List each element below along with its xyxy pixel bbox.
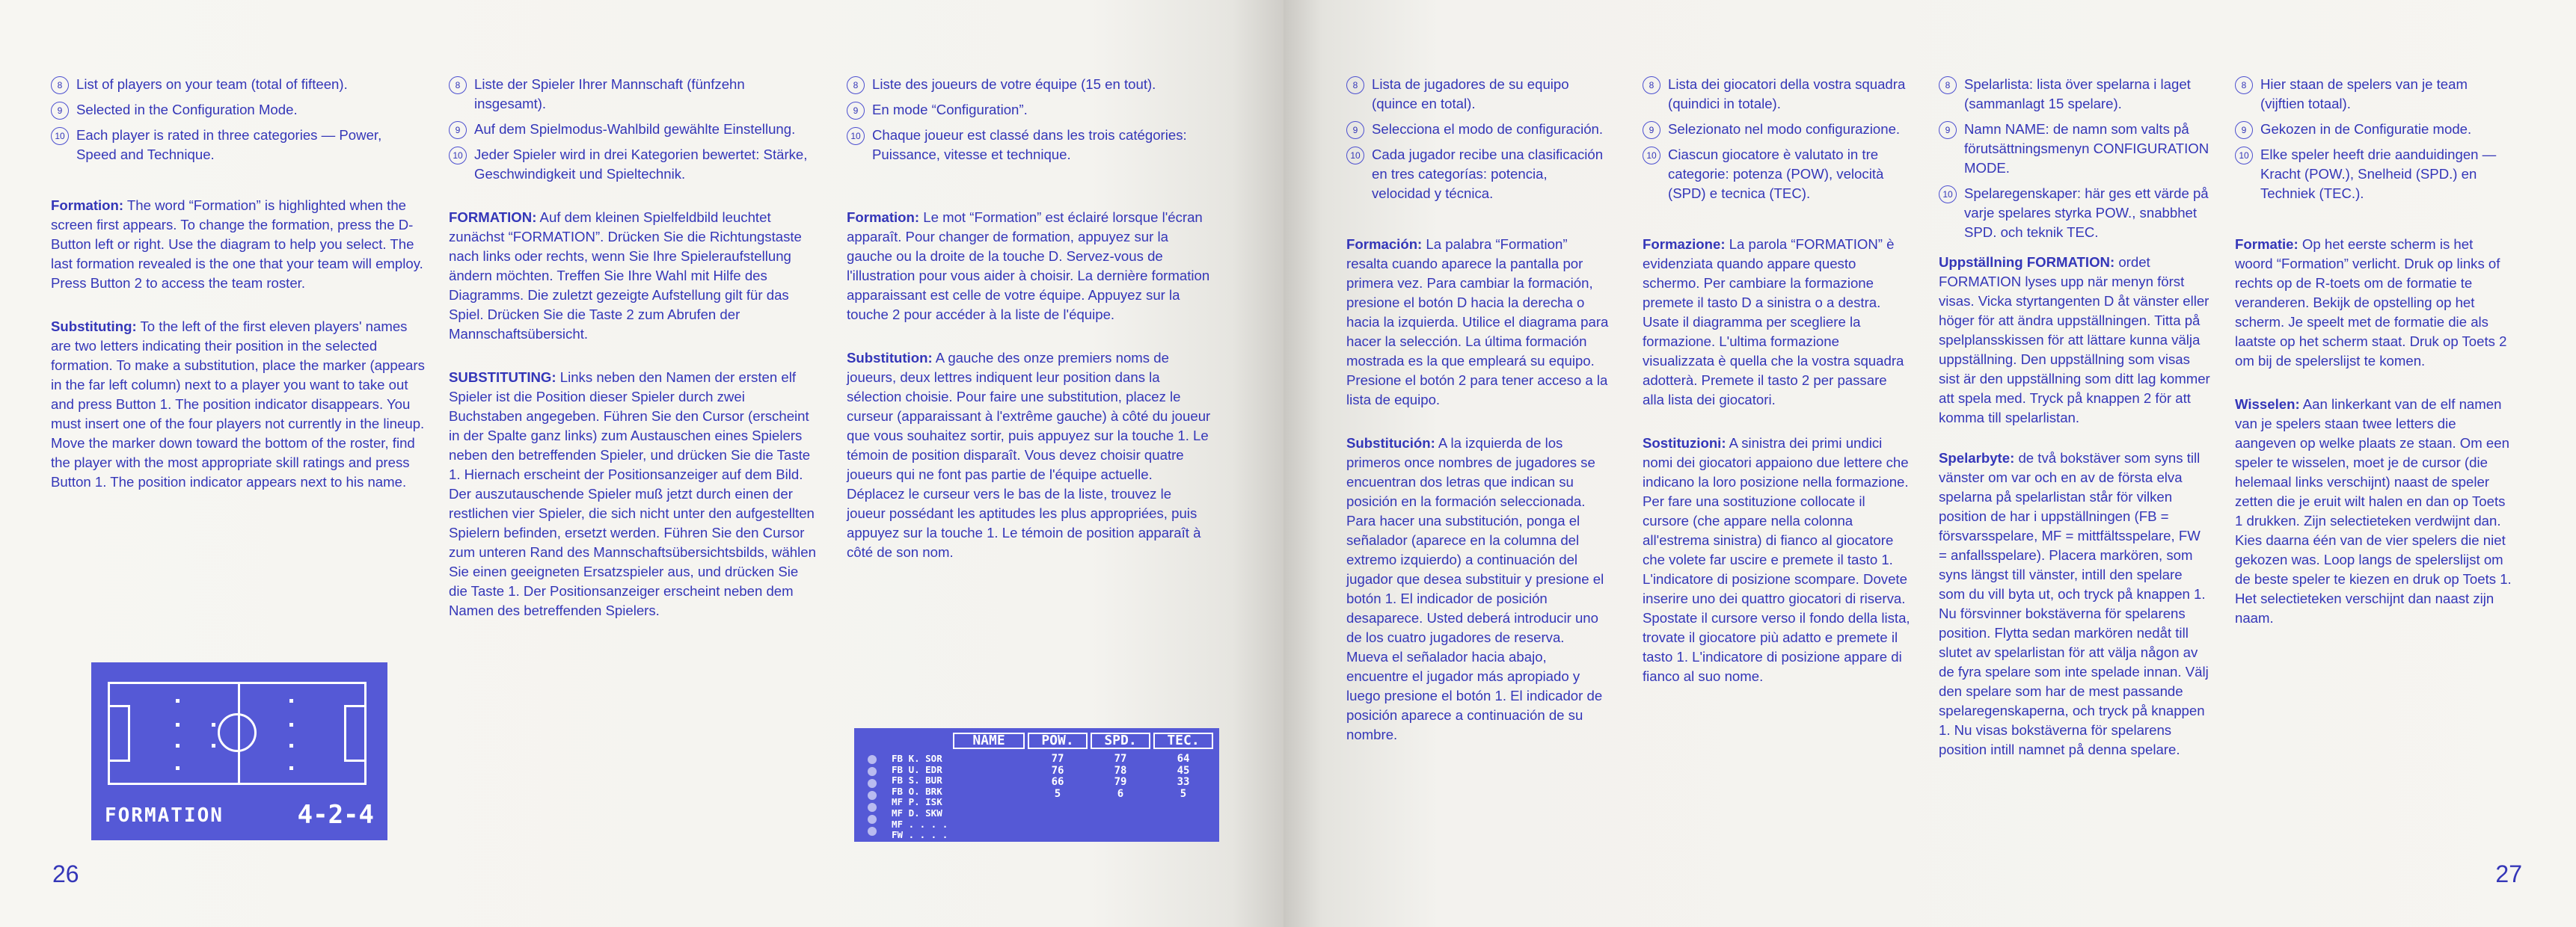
legend-text: List of players on your team (total of fifteen). (76, 76, 348, 92)
number-badge: 10 (449, 147, 467, 164)
number-badge: 8 (449, 76, 467, 94)
legend-list (1643, 75, 1912, 203)
roster-pow-values: 7776665 (1051, 753, 1064, 800)
roster-name: MF P. ISK (892, 796, 942, 808)
substitution-section (449, 368, 820, 620)
legend-item (1643, 120, 1912, 139)
legend-item (1643, 145, 1912, 203)
section-heading: Formation: (847, 209, 920, 225)
substitution-section (847, 348, 1213, 562)
player-dot (176, 723, 180, 727)
substitution-section (2235, 395, 2512, 628)
number-badge: 10 (1346, 147, 1364, 164)
legend-text: Liste des joueurs de votre équipe (15 en tout). (872, 76, 1156, 92)
section-heading: Substitución: (1346, 435, 1435, 451)
legend-text: Liste der Spieler Ihrer Mannschaft (fünfzehn insgesamt). (474, 76, 745, 111)
legend-list (1939, 75, 2211, 242)
roster-screenshot (854, 728, 1219, 842)
column-spanish (1346, 75, 1610, 745)
player-dot (176, 766, 180, 770)
section-body: Le mot “Formation” est éclairé lorsque l'écran apparaît. Pour changer de formation, appuyez sur la gauche ou la droite de la touche D. Servez-vous de l'illustration pour vous aider à choisir. La dernière formation apparaissant est celle de votre équipe. Appuyez sur la touche 2 pour accéder à la liste de l'équipe. (847, 209, 1210, 322)
formation-section (51, 196, 425, 293)
section-body: A sinistra dei primi undici nomi dei giocatori appaiono due lettere che indicano la loro posizione nella formazione. Per fare una sostituzione collocate il cursore (che appare nella colonna all'estrema sinistra) di fianco al giocatore che volete far uscire e premete il tasto 1. L'indicatore di posizione scompare. Dovete inserire uno dei quattro giocatori di riserva. Spostate il cursore verso il fondo della lista, trovate il giocatore più adatto e premete il tasto 1. L'indicatore di posizione appare di fianco al suo nome. (1643, 435, 1910, 684)
section-heading: Formatie: (2235, 236, 2299, 252)
formation-section (1346, 235, 1610, 410)
legend-text: Ciascun giocatore è valutato in tre categorie: potenza (POW), velocità (SPD) e tecnica (TEC). (1668, 147, 1884, 201)
section-body: To the left of the first eleven players' names are two letters indicating their position in the selected formation. To make a substitution, place the marker (appears in the far left column) next to a player you want to take out and press Button 1. The position indicator disappears. You must insert one of the four players not currently in the lineup. Move the marker down toward the bottom of the roster, find the player with the most appropriate skill ratings and press Button 1. The position indicator appears next to his name. (51, 318, 425, 490)
legend-item (1939, 120, 2211, 178)
section-body: Aan linkerkant van de elf namen van je spelers staan twee letters die aangeven op welke plaats ze staan. Om een speler te wisselen, moet je de cursor (die helemaal links verschijnt) naast de speler zetten die je eruit wilt halen en dan op Toets 1 drukken. Zijn selectieteken verdwijnt dan. Kies daarna één van de vier spelers die niet gekozen was. Loop langs de spelerslijst om de beste speler te kiezen en druk op Toets 1. Het selectieteken verschijnt dan naast zijn naam. (2235, 396, 2512, 626)
number-badge: 8 (2235, 76, 2253, 94)
roster-header-spd: SPD. (1091, 733, 1150, 749)
legend-item (1346, 120, 1610, 139)
legend-text: Auf dem Spielmodus-Wahlbild gewählte Einstellung. (474, 121, 796, 137)
section-heading: Substituting: (51, 318, 137, 334)
pitch-right-box (344, 705, 367, 762)
cursor-dot (868, 767, 877, 776)
number-badge: 9 (2235, 121, 2253, 139)
section-heading: Spelarbyte: (1939, 450, 2015, 466)
column-german (449, 75, 820, 620)
player-dot (289, 744, 293, 748)
number-badge: 9 (449, 121, 467, 139)
substitution-section (51, 317, 425, 492)
legend-list (847, 75, 1213, 164)
player-dot (212, 723, 215, 727)
player-dot (289, 699, 293, 703)
roster-name: FB K. SOR (892, 753, 942, 764)
legend-item (847, 75, 1213, 94)
roster-tec-values: 6445335 (1177, 753, 1190, 800)
page-number-right: 27 (2495, 860, 2522, 887)
legend-text: Hier staan de spelers van je team (vijftien totaal). (2260, 76, 2468, 111)
number-badge: 8 (51, 76, 69, 94)
legend-item (2235, 75, 2512, 114)
pitch-center-circle (218, 713, 257, 752)
number-badge: 9 (1346, 121, 1364, 139)
left-page (0, 0, 1284, 927)
formation-section (449, 208, 820, 344)
section-heading: Formation: (51, 197, 124, 213)
legend-text: Selected in the Configuration Mode. (76, 102, 298, 117)
roster-name: FB U. EDR (892, 763, 942, 775)
section-body: de två bokstäver som syns till vänster om var och en av de första elva spelarna på spelarlistan står för vilken position de har i uppställningen (FB = försvarsspelare, MF = mittfältsspelare, FW = anfallsspelare). Placera markören, som syns längst till vänster, intill den spelare som du vill byta ut, och tryck på knappen 1. Nu försvinner bokstäverna för spelarens position. Flytta sedan markören nedåt till slutet av spelarlistan för att välja någon av de fyra spelare som inte spelade innan. Välj den spelare som har de mest passande spelaregenskaperna, och tryck på knappen 1. Nu visas bokstäverna för spelarens position intill namnet på denna spelare. (1939, 450, 2209, 757)
legend-text: Selezionato nel modo configurazione. (1668, 121, 1901, 137)
roster-name: FB O. BRK (892, 785, 942, 797)
roster-name: MF D. SKW (892, 807, 942, 819)
legend-list (51, 75, 425, 164)
legend-item (51, 126, 425, 164)
legend-text: Spelarlista: lista över spelarna i laget (sammanlagt 15 spelare). (1964, 76, 2191, 111)
substitution-section (1643, 434, 1912, 686)
section-heading: Wisselen: (2235, 396, 2300, 412)
legend-item (1939, 75, 2211, 114)
player-dot (176, 699, 180, 703)
roster-names (892, 754, 951, 841)
section-body: A gauche des onze premiers noms de joueurs, deux lettres indiquent leur position dans la sélection choisie. Pour faire une substitution, placez le curseur (apparaissant à l'extrême gauche) à côté du joueur que vous souhaitez sortir, puis appuyez sur la touche 1. Le témoin de position disparaît. Vous devez choisir quatre joueurs qui ne font pas partie de l'équipe actuelle. Déplacez le curseur vers le bas de la liste, trouvez le joueur possédant les aptitudes les plus appropriées, puis appuyez sur la touche 1. Le témoin de position apparaît à côté de son nom. (847, 350, 1211, 560)
legend-item (449, 75, 820, 114)
section-heading: Uppställning FORMATION: (1939, 254, 2115, 270)
section-heading: FORMATION: (449, 209, 537, 225)
legend-text: Gekozen in de Configuratie mode. (2260, 121, 2472, 137)
number-badge: 8 (1643, 76, 1660, 94)
player-dot (176, 744, 180, 748)
legend-text: Lista dei giocatori della vostra squadra (quindici in totale). (1668, 76, 1906, 111)
formation-section (1643, 235, 1912, 410)
legend-item (449, 120, 820, 139)
roster-name: FW . . . . (892, 829, 948, 841)
number-badge: 8 (847, 76, 865, 94)
substitution-section (1346, 434, 1610, 745)
section-body: Op het eerste scherm is het woord “Formation” verlicht. Druk op links of rechts op de R-toets om de formatie te veranderen. Bekijk de opstelling op het scherm. Je speelt met de formatie die als laatste op het scherm staat. Druk op Toets 2 om bij de spelerslijst te komen. (2235, 236, 2507, 369)
pitch-left-box (108, 705, 130, 762)
section-body: ordet FORMATION lyses upp när menyn först visas. Vicka styrtangenten D åt vänster eller höger för att ändra uppställningen. Titta på spelplansskissen för att lättare kunna välja uppställning. Den uppställning som visas sist är den uppställning som ditt lag kommer att spela med. Tryck på knappen 2 för att komma till spelarlistan. (1939, 254, 2210, 425)
legend-item (847, 100, 1213, 120)
roster-header-name: NAME (953, 733, 1025, 749)
section-heading: Substitution: (847, 350, 933, 366)
column-french (847, 75, 1213, 562)
legend-item (1643, 75, 1912, 114)
legend-list (2235, 75, 2512, 203)
legend-text: Spelaregenskaper: här ges ett värde på varje spelares styrka POW., snabbhet SPD. och teknik TEC. (1964, 185, 2209, 240)
section-body: A la izquierda de los primeros once nombres de jugadores se encuentran dos letras que indican su posición en la formación seleccionada. Para hacer una substitución, ponga el señalador (aparece en la columna del extremo izquierdo) a continuación del jugador que desea substituir y presione el botón 1. El indicador de posición desaparece. Usted deberá introducir uno de los cuatro jugadores de reserva. Mueva el señalador hacia abajo, encuentre el jugador más apropiado y luego presione el botón 1. El indicador de posición aparece a continuación de su nombre. (1346, 435, 1604, 742)
legend-item (847, 126, 1213, 164)
legend-text: Namn NAME: de namn som valts på förutsättningsmenyn CONFIGURATION MODE. (1964, 121, 2209, 176)
section-body: Links neben den Namen der ersten elf Spieler ist die Position dieser Spieler durch zwei Buchstaben angegeben. Führen Sie den Cursor (erscheint in der Spalte ganz links) zum Austauschen eines Spielers neben den betreffenden Spieler, und drücken Sie die Taste 1. Hiernach erscheint der Positionsanzeiger auf dem Bild. Der auszutauschende Spieler muß jetzt durch einen der restlichen vier Spieler, die sich nicht unter den aufgestellten Spielern befinden, ersetzt werden. Führen Sie den Cursor zum unteren Rand des Mannschaftsübersichtsbilds, wählen Sie einen geeigneten Ersatzspieler aus, und drücken Sie die Taste 1. Der Positionsanzeiger erscheint neben dem Namen des betreffenden Spielers. (449, 369, 816, 618)
roster-name: MF . . . . (892, 818, 948, 830)
formation-value: 4-2-4 (297, 800, 374, 830)
formation-section (1939, 253, 2211, 428)
formation-screenshot (91, 662, 387, 840)
legend-item (2235, 145, 2512, 203)
page-number-left: 26 (52, 860, 79, 887)
legend-item (1346, 75, 1610, 114)
legend-item (1939, 184, 2211, 242)
column-swedish (1939, 75, 2211, 760)
cursor-dot (868, 755, 877, 764)
legend-text: Chaque joueur est classé dans les trois catégories: Puissance, vitesse et technique. (872, 127, 1187, 162)
legend-text: En mode “Configuration”. (872, 102, 1028, 117)
cursor-dot (868, 779, 877, 788)
column-italian (1643, 75, 1912, 686)
legend-text: Selecciona el modo de configuración. (1372, 121, 1604, 137)
section-heading: SUBSTITUTING: (449, 369, 556, 385)
player-dot (289, 723, 293, 727)
number-badge: 10 (847, 127, 865, 145)
column-english (51, 75, 425, 492)
number-badge: 10 (1643, 147, 1660, 164)
section-heading: Formación: (1346, 236, 1423, 252)
right-page (1284, 0, 2576, 927)
legend-text: Elke speler heeft drie aanduidingen — Kracht (POW.), Snelheid (SPD.) en Techniek (TEC.). (2260, 147, 2497, 201)
legend-list (449, 75, 820, 184)
player-dot (212, 744, 215, 748)
legend-text: Cada jugador recibe una clasificación en tres categorías: potencia, velocidad y técnica. (1372, 147, 1604, 201)
legend-item (1346, 145, 1610, 203)
cursor-dot (868, 827, 877, 836)
legend-item (51, 75, 425, 94)
legend-item (51, 100, 425, 120)
roster-spd-values: 7778796 (1114, 753, 1127, 800)
section-body: La parola “FORMATION” è evidenziata quando appare questo schermo. Per cambiare la formazione premete il tasto D a sinistra o a destra. Usate il diagramma per scegliere la formazione. L'ultima formazione visualizzata è quella che la vostra squadra adotterà. Premete il tasto 2 per passare alla lista dei giocatori. (1643, 236, 1904, 407)
formation-label: FORMATION (105, 804, 224, 827)
pitch-diagram (108, 682, 367, 785)
section-body: La palabra “Formation” resalta cuando aparece la pantalla por primera vez. Para cambiar la formación, presione el botón D hacia la derecha o hacia la izquierda. Utilice el diagrama para hacer la selección. La última formación mostrada es la que empleará su equipo. Presione el botón 2 para tener acceso a la lista de equipo. (1346, 236, 1609, 407)
legend-text: Each player is rated in three categories — Power, Speed and Technique. (76, 127, 382, 162)
number-badge: 9 (1643, 121, 1660, 139)
number-badge: 9 (847, 102, 865, 120)
number-badge: 8 (1346, 76, 1364, 94)
column-dutch (2235, 75, 2512, 628)
section-body: The word “Formation” is highlighted when the screen first appears. To change the formation, press the D-Button left or right. Use the diagram to help you select. The last formation revealed is the one that your team will employ. Press Button 2 to access the team roster. (51, 197, 423, 291)
formation-section (847, 208, 1213, 324)
number-badge: 10 (51, 127, 69, 145)
section-heading: Sostituzioni: (1643, 435, 1726, 451)
number-badge: 8 (1939, 76, 1957, 94)
section-heading: Formazione: (1643, 236, 1726, 252)
cursor-dot (868, 803, 877, 812)
substitution-section (1939, 449, 2211, 760)
formation-section (2235, 235, 2512, 371)
number-badge: 9 (51, 102, 69, 120)
legend-item (2235, 120, 2512, 139)
cursor-dot (868, 815, 877, 824)
legend-text: Jeder Spieler wird in drei Kategorien bewertet: Stärke, Geschwindigkeit und Spieltechnik. (474, 147, 808, 182)
cursor-column (868, 755, 877, 839)
legend-list (1346, 75, 1610, 203)
roster-name: FB S. BUR (892, 774, 942, 786)
legend-text: Lista de jugadores de su equipo (quince en total). (1372, 76, 1569, 111)
player-dot (289, 766, 293, 770)
section-body: Auf dem kleinen Spielfeldbild leuchtet zunächst “FORMATION”. Drücken Sie die Richtungstaste nach links oder rechts, wenn Sie Ihre Spieleraufstellung ändern möchten. Treffen Sie Ihre Wahl mit Hilfe des Diagramms. Die zuletzt gezeigte Aufstellung gilt für das Spiel. Drücken Sie die Taste 2 zum Abrufen der Mannschaftsübersicht. (449, 209, 802, 342)
roster-header-tec: TEC. (1153, 733, 1213, 749)
legend-item (449, 145, 820, 184)
roster-header-pow: POW. (1028, 733, 1088, 749)
cursor-dot (868, 791, 877, 800)
number-badge: 10 (2235, 147, 2253, 164)
number-badge: 9 (1939, 121, 1957, 139)
number-badge: 10 (1939, 185, 1957, 203)
